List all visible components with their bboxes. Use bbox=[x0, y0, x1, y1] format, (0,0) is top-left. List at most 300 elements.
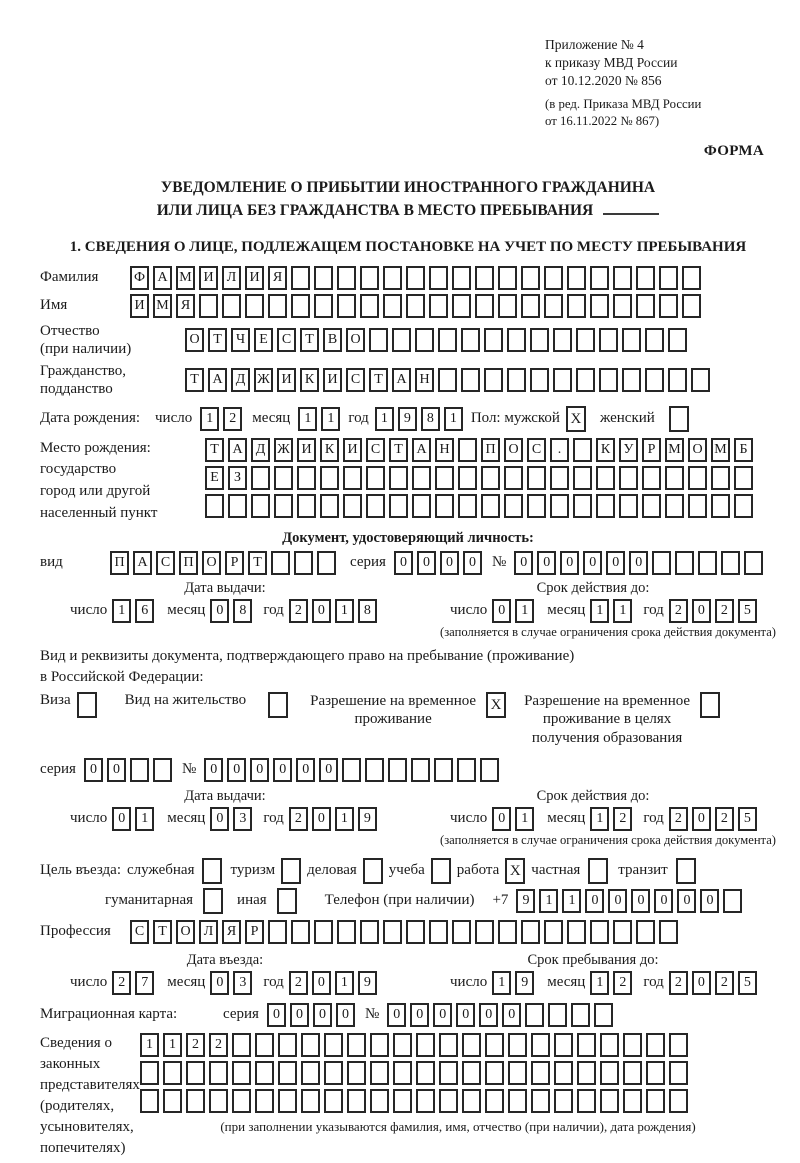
form-cell[interactable]: 0 bbox=[492, 807, 511, 831]
form-cell[interactable] bbox=[548, 1003, 567, 1027]
form-cell[interactable]: Д bbox=[231, 368, 250, 392]
form-cell[interactable] bbox=[475, 266, 494, 290]
form-cell[interactable] bbox=[531, 1089, 550, 1113]
form-cell[interactable] bbox=[406, 920, 425, 944]
form-cell[interactable] bbox=[343, 494, 362, 518]
form-cell[interactable] bbox=[576, 368, 595, 392]
form-cell[interactable] bbox=[291, 920, 310, 944]
form-cell[interactable] bbox=[411, 758, 430, 782]
form-cell[interactable] bbox=[186, 1089, 205, 1113]
form-cell[interactable] bbox=[646, 1061, 665, 1085]
form-cell[interactable]: М bbox=[665, 438, 684, 462]
form-cell[interactable] bbox=[370, 1089, 389, 1113]
form-cell[interactable]: 2 bbox=[289, 971, 308, 995]
form-cell[interactable]: 0 bbox=[492, 599, 511, 623]
form-cell[interactable]: 0 bbox=[204, 758, 223, 782]
form-cell[interactable] bbox=[484, 328, 503, 352]
form-cell[interactable]: Ч bbox=[231, 328, 250, 352]
form-cell[interactable] bbox=[232, 1089, 251, 1113]
form-cell[interactable]: 0 bbox=[273, 758, 292, 782]
form-cell[interactable] bbox=[691, 368, 710, 392]
form-cell[interactable] bbox=[163, 1089, 182, 1113]
form-cell[interactable] bbox=[659, 294, 678, 318]
form-cell[interactable] bbox=[521, 920, 540, 944]
form-cell[interactable] bbox=[567, 266, 586, 290]
form-cell[interactable] bbox=[294, 551, 313, 575]
form-cell[interactable]: П bbox=[110, 551, 129, 575]
form-cell[interactable] bbox=[498, 920, 517, 944]
form-cell[interactable] bbox=[484, 368, 503, 392]
form-cell[interactable] bbox=[573, 494, 592, 518]
form-cell[interactable]: 1 bbox=[112, 599, 131, 623]
form-cell[interactable] bbox=[475, 920, 494, 944]
form-cell[interactable] bbox=[130, 758, 149, 782]
form-cell[interactable]: У bbox=[619, 438, 638, 462]
form-cell[interactable] bbox=[324, 1061, 343, 1085]
form-cell[interactable] bbox=[636, 266, 655, 290]
form-cell[interactable] bbox=[525, 1003, 544, 1027]
form-cell[interactable] bbox=[291, 266, 310, 290]
form-cell[interactable] bbox=[475, 294, 494, 318]
form-cell[interactable] bbox=[623, 1033, 642, 1057]
form-cell[interactable]: Т bbox=[389, 438, 408, 462]
form-cell[interactable] bbox=[314, 294, 333, 318]
form-cell[interactable] bbox=[452, 920, 471, 944]
form-cell[interactable] bbox=[199, 294, 218, 318]
form-cell[interactable] bbox=[577, 1033, 596, 1057]
form-cell[interactable] bbox=[599, 328, 618, 352]
form-cell[interactable]: М bbox=[153, 294, 172, 318]
form-cell[interactable] bbox=[577, 1061, 596, 1085]
form-cell[interactable]: А bbox=[412, 438, 431, 462]
form-cell[interactable] bbox=[366, 466, 385, 490]
form-cell[interactable] bbox=[646, 1033, 665, 1057]
form-cell[interactable] bbox=[406, 266, 425, 290]
form-cell[interactable]: В bbox=[323, 328, 342, 352]
form-cell[interactable] bbox=[435, 466, 454, 490]
form-cell[interactable]: М bbox=[711, 438, 730, 462]
form-cell[interactable]: С bbox=[366, 438, 385, 462]
form-cell[interactable]: 9 bbox=[516, 889, 535, 913]
form-cell[interactable] bbox=[324, 1089, 343, 1113]
form-cell[interactable]: 0 bbox=[210, 807, 229, 831]
form-cell[interactable] bbox=[567, 920, 586, 944]
form-cell[interactable] bbox=[485, 1089, 504, 1113]
form-cell[interactable]: Л bbox=[222, 266, 241, 290]
form-cell[interactable]: 0 bbox=[319, 758, 338, 782]
form-cell[interactable] bbox=[554, 1089, 573, 1113]
form-cell[interactable]: 0 bbox=[417, 551, 436, 575]
sex-male-checkbox[interactable]: X bbox=[566, 406, 586, 432]
form-cell[interactable] bbox=[550, 494, 569, 518]
form-cell[interactable] bbox=[452, 294, 471, 318]
form-cell[interactable]: 1 bbox=[492, 971, 511, 995]
form-cell[interactable] bbox=[498, 266, 517, 290]
form-cell[interactable]: 0 bbox=[290, 1003, 309, 1027]
form-cell[interactable] bbox=[645, 328, 664, 352]
form-cell[interactable]: 0 bbox=[514, 551, 533, 575]
form-cell[interactable]: 1 bbox=[613, 599, 632, 623]
form-cell[interactable] bbox=[461, 368, 480, 392]
form-cell[interactable]: 8 bbox=[421, 407, 440, 431]
form-cell[interactable] bbox=[669, 1061, 688, 1085]
form-cell[interactable] bbox=[669, 1089, 688, 1113]
form-cell[interactable] bbox=[723, 889, 742, 913]
form-cell[interactable]: 1 bbox=[515, 807, 534, 831]
form-cell[interactable]: 0 bbox=[312, 599, 331, 623]
form-cell[interactable] bbox=[599, 368, 618, 392]
form-cell[interactable] bbox=[291, 294, 310, 318]
form-cell[interactable]: 0 bbox=[608, 889, 627, 913]
form-cell[interactable] bbox=[360, 294, 379, 318]
form-cell[interactable] bbox=[622, 368, 641, 392]
form-cell[interactable]: 0 bbox=[463, 551, 482, 575]
form-cell[interactable] bbox=[365, 758, 384, 782]
form-cell[interactable] bbox=[186, 1061, 205, 1085]
sex-female-checkbox[interactable] bbox=[669, 406, 689, 432]
visa-checkbox[interactable] bbox=[77, 692, 97, 718]
form-cell[interactable] bbox=[389, 466, 408, 490]
form-cell[interactable] bbox=[251, 466, 270, 490]
form-cell[interactable] bbox=[636, 920, 655, 944]
form-cell[interactable] bbox=[438, 328, 457, 352]
form-cell[interactable] bbox=[590, 294, 609, 318]
form-cell[interactable] bbox=[232, 1061, 251, 1085]
form-cell[interactable] bbox=[498, 294, 517, 318]
form-cell[interactable]: 2 bbox=[715, 807, 734, 831]
form-cell[interactable]: 3 bbox=[233, 971, 252, 995]
purpose-business-checkbox[interactable] bbox=[363, 858, 383, 884]
form-cell[interactable]: 2 bbox=[715, 971, 734, 995]
form-cell[interactable] bbox=[412, 494, 431, 518]
form-cell[interactable]: Я bbox=[268, 266, 287, 290]
form-cell[interactable] bbox=[462, 1061, 481, 1085]
form-cell[interactable] bbox=[320, 466, 339, 490]
form-cell[interactable]: Ж bbox=[274, 438, 293, 462]
form-cell[interactable]: 1 bbox=[335, 971, 354, 995]
form-cell[interactable]: О bbox=[688, 438, 707, 462]
form-cell[interactable] bbox=[600, 1033, 619, 1057]
purpose-official-checkbox[interactable] bbox=[202, 858, 222, 884]
form-cell[interactable]: И bbox=[277, 368, 296, 392]
form-cell[interactable] bbox=[301, 1089, 320, 1113]
form-cell[interactable] bbox=[668, 328, 687, 352]
form-cell[interactable] bbox=[636, 294, 655, 318]
form-cell[interactable] bbox=[439, 1033, 458, 1057]
form-cell[interactable]: 2 bbox=[186, 1033, 205, 1057]
form-cell[interactable]: И bbox=[297, 438, 316, 462]
form-cell[interactable]: 2 bbox=[669, 971, 688, 995]
form-cell[interactable]: И bbox=[323, 368, 342, 392]
form-cell[interactable] bbox=[734, 466, 753, 490]
form-cell[interactable]: Б bbox=[734, 438, 753, 462]
form-cell[interactable] bbox=[153, 758, 172, 782]
form-cell[interactable] bbox=[360, 920, 379, 944]
form-cell[interactable]: 2 bbox=[669, 807, 688, 831]
form-cell[interactable]: Н bbox=[415, 368, 434, 392]
form-cell[interactable]: 0 bbox=[210, 971, 229, 995]
purpose-tourism-checkbox[interactable] bbox=[281, 858, 301, 884]
form-cell[interactable]: 5 bbox=[738, 807, 757, 831]
form-cell[interactable] bbox=[527, 494, 546, 518]
form-cell[interactable] bbox=[573, 466, 592, 490]
form-cell[interactable] bbox=[163, 1061, 182, 1085]
form-cell[interactable] bbox=[659, 266, 678, 290]
form-cell[interactable]: 0 bbox=[700, 889, 719, 913]
form-cell[interactable]: 0 bbox=[313, 1003, 332, 1027]
form-cell[interactable] bbox=[554, 1061, 573, 1085]
form-cell[interactable] bbox=[274, 494, 293, 518]
form-cell[interactable] bbox=[389, 494, 408, 518]
form-cell[interactable] bbox=[530, 328, 549, 352]
form-cell[interactable] bbox=[619, 494, 638, 518]
form-cell[interactable] bbox=[521, 266, 540, 290]
form-cell[interactable] bbox=[485, 1033, 504, 1057]
form-cell[interactable]: 1 bbox=[590, 807, 609, 831]
form-cell[interactable] bbox=[613, 294, 632, 318]
form-cell[interactable] bbox=[320, 494, 339, 518]
form-cell[interactable] bbox=[698, 551, 717, 575]
form-cell[interactable] bbox=[370, 1061, 389, 1085]
form-cell[interactable] bbox=[369, 328, 388, 352]
form-cell[interactable] bbox=[314, 266, 333, 290]
form-cell[interactable]: Т bbox=[205, 438, 224, 462]
form-cell[interactable]: 1 bbox=[335, 807, 354, 831]
form-cell[interactable] bbox=[416, 1061, 435, 1085]
form-cell[interactable]: А bbox=[392, 368, 411, 392]
form-cell[interactable]: П bbox=[481, 438, 500, 462]
form-cell[interactable]: 2 bbox=[669, 599, 688, 623]
form-cell[interactable] bbox=[268, 294, 287, 318]
form-cell[interactable]: 0 bbox=[296, 758, 315, 782]
form-cell[interactable]: И bbox=[343, 438, 362, 462]
form-cell[interactable] bbox=[393, 1089, 412, 1113]
form-cell[interactable] bbox=[596, 494, 615, 518]
form-cell[interactable] bbox=[337, 294, 356, 318]
purpose-other-checkbox[interactable] bbox=[277, 888, 297, 914]
form-cell[interactable]: Т bbox=[153, 920, 172, 944]
form-cell[interactable]: 8 bbox=[233, 599, 252, 623]
form-cell[interactable] bbox=[665, 494, 684, 518]
form-cell[interactable]: 9 bbox=[358, 807, 377, 831]
form-cell[interactable] bbox=[504, 494, 523, 518]
form-cell[interactable] bbox=[613, 920, 632, 944]
form-cell[interactable] bbox=[508, 1061, 527, 1085]
form-cell[interactable] bbox=[669, 1033, 688, 1057]
form-cell[interactable]: 1 bbox=[298, 407, 317, 431]
form-cell[interactable] bbox=[507, 368, 526, 392]
form-cell[interactable] bbox=[416, 1089, 435, 1113]
form-cell[interactable] bbox=[347, 1089, 366, 1113]
form-cell[interactable] bbox=[480, 758, 499, 782]
form-cell[interactable]: 1 bbox=[444, 407, 463, 431]
form-cell[interactable] bbox=[590, 266, 609, 290]
form-cell[interactable] bbox=[613, 266, 632, 290]
form-cell[interactable]: 9 bbox=[398, 407, 417, 431]
form-cell[interactable]: 0 bbox=[250, 758, 269, 782]
form-cell[interactable] bbox=[458, 438, 477, 462]
form-cell[interactable]: Т bbox=[208, 328, 227, 352]
form-cell[interactable]: С bbox=[277, 328, 296, 352]
form-cell[interactable] bbox=[251, 494, 270, 518]
form-cell[interactable] bbox=[435, 494, 454, 518]
form-cell[interactable]: 0 bbox=[410, 1003, 429, 1027]
form-cell[interactable] bbox=[415, 328, 434, 352]
form-cell[interactable] bbox=[360, 266, 379, 290]
form-cell[interactable] bbox=[383, 920, 402, 944]
form-cell[interactable] bbox=[388, 758, 407, 782]
form-cell[interactable] bbox=[209, 1061, 228, 1085]
form-cell[interactable] bbox=[688, 466, 707, 490]
form-cell[interactable] bbox=[508, 1033, 527, 1057]
form-cell[interactable] bbox=[711, 494, 730, 518]
form-cell[interactable] bbox=[228, 494, 247, 518]
form-cell[interactable] bbox=[337, 266, 356, 290]
form-cell[interactable]: 2 bbox=[613, 807, 632, 831]
form-cell[interactable] bbox=[646, 1089, 665, 1113]
edu-permit-checkbox[interactable] bbox=[700, 692, 720, 718]
form-cell[interactable]: Л bbox=[199, 920, 218, 944]
form-cell[interactable]: З bbox=[228, 466, 247, 490]
form-cell[interactable] bbox=[481, 494, 500, 518]
form-cell[interactable] bbox=[232, 1033, 251, 1057]
form-cell[interactable] bbox=[278, 1033, 297, 1057]
form-cell[interactable]: 9 bbox=[358, 971, 377, 995]
form-cell[interactable] bbox=[577, 1089, 596, 1113]
form-cell[interactable]: 1 bbox=[163, 1033, 182, 1057]
form-cell[interactable]: 0 bbox=[267, 1003, 286, 1027]
form-cell[interactable]: 0 bbox=[629, 551, 648, 575]
form-cell[interactable] bbox=[642, 494, 661, 518]
form-cell[interactable]: 0 bbox=[583, 551, 602, 575]
form-cell[interactable]: 0 bbox=[479, 1003, 498, 1027]
form-cell[interactable] bbox=[347, 1061, 366, 1085]
form-cell[interactable] bbox=[711, 466, 730, 490]
form-cell[interactable] bbox=[297, 494, 316, 518]
form-cell[interactable]: 1 bbox=[590, 599, 609, 623]
form-cell[interactable]: А bbox=[153, 266, 172, 290]
form-cell[interactable] bbox=[668, 368, 687, 392]
form-cell[interactable] bbox=[688, 494, 707, 518]
form-cell[interactable]: 1 bbox=[562, 889, 581, 913]
form-cell[interactable] bbox=[622, 328, 641, 352]
form-cell[interactable]: 5 bbox=[738, 971, 757, 995]
form-cell[interactable] bbox=[268, 920, 287, 944]
form-cell[interactable]: 0 bbox=[312, 807, 331, 831]
form-cell[interactable] bbox=[429, 266, 448, 290]
purpose-study-checkbox[interactable] bbox=[431, 858, 451, 884]
form-cell[interactable] bbox=[370, 1033, 389, 1057]
form-cell[interactable] bbox=[527, 466, 546, 490]
form-cell[interactable] bbox=[347, 1033, 366, 1057]
form-cell[interactable] bbox=[278, 1061, 297, 1085]
form-cell[interactable]: О bbox=[176, 920, 195, 944]
form-cell[interactable]: Т bbox=[185, 368, 204, 392]
form-cell[interactable] bbox=[314, 920, 333, 944]
purpose-transit-checkbox[interactable] bbox=[676, 858, 696, 884]
form-cell[interactable] bbox=[255, 1061, 274, 1085]
form-cell[interactable] bbox=[297, 466, 316, 490]
form-cell[interactable] bbox=[544, 920, 563, 944]
form-cell[interactable] bbox=[412, 466, 431, 490]
form-cell[interactable]: 0 bbox=[631, 889, 650, 913]
form-cell[interactable] bbox=[245, 294, 264, 318]
form-cell[interactable]: Р bbox=[642, 438, 661, 462]
form-cell[interactable] bbox=[366, 494, 385, 518]
form-cell[interactable] bbox=[531, 1033, 550, 1057]
form-cell[interactable] bbox=[682, 266, 701, 290]
form-cell[interactable] bbox=[301, 1033, 320, 1057]
form-cell[interactable] bbox=[652, 551, 671, 575]
form-cell[interactable] bbox=[734, 494, 753, 518]
form-cell[interactable] bbox=[274, 466, 293, 490]
form-cell[interactable]: 0 bbox=[84, 758, 103, 782]
form-cell[interactable]: 2 bbox=[112, 971, 131, 995]
form-cell[interactable]: 0 bbox=[433, 1003, 452, 1027]
form-cell[interactable]: 0 bbox=[387, 1003, 406, 1027]
form-cell[interactable]: Т bbox=[248, 551, 267, 575]
form-cell[interactable] bbox=[550, 466, 569, 490]
form-cell[interactable] bbox=[462, 1033, 481, 1057]
form-cell[interactable]: 0 bbox=[692, 599, 711, 623]
form-cell[interactable] bbox=[324, 1033, 343, 1057]
form-cell[interactable]: Е bbox=[205, 466, 224, 490]
form-cell[interactable]: 0 bbox=[456, 1003, 475, 1027]
form-cell[interactable]: 0 bbox=[502, 1003, 521, 1027]
form-cell[interactable] bbox=[343, 466, 362, 490]
form-cell[interactable]: 0 bbox=[312, 971, 331, 995]
form-cell[interactable]: 1 bbox=[321, 407, 340, 431]
form-cell[interactable]: 0 bbox=[606, 551, 625, 575]
form-cell[interactable]: 2 bbox=[613, 971, 632, 995]
residence-permit-checkbox[interactable] bbox=[268, 692, 288, 718]
form-cell[interactable]: 0 bbox=[394, 551, 413, 575]
form-cell[interactable]: 0 bbox=[677, 889, 696, 913]
form-cell[interactable] bbox=[140, 1089, 159, 1113]
form-cell[interactable]: Н bbox=[435, 438, 454, 462]
form-cell[interactable]: 2 bbox=[209, 1033, 228, 1057]
form-cell[interactable] bbox=[383, 266, 402, 290]
form-cell[interactable]: Ф bbox=[130, 266, 149, 290]
form-cell[interactable] bbox=[665, 466, 684, 490]
form-cell[interactable] bbox=[675, 551, 694, 575]
form-cell[interactable] bbox=[342, 758, 361, 782]
form-cell[interactable]: 1 bbox=[539, 889, 558, 913]
form-cell[interactable]: Р bbox=[225, 551, 244, 575]
form-cell[interactable]: И bbox=[245, 266, 264, 290]
form-cell[interactable]: 0 bbox=[692, 807, 711, 831]
form-cell[interactable]: М bbox=[176, 266, 195, 290]
purpose-work-checkbox[interactable]: X bbox=[505, 858, 525, 884]
form-cell[interactable] bbox=[596, 466, 615, 490]
form-cell[interactable] bbox=[623, 1089, 642, 1113]
form-cell[interactable]: 2 bbox=[289, 807, 308, 831]
form-cell[interactable] bbox=[393, 1061, 412, 1085]
form-cell[interactable] bbox=[623, 1061, 642, 1085]
form-cell[interactable]: А bbox=[228, 438, 247, 462]
form-cell[interactable]: 1 bbox=[335, 599, 354, 623]
form-cell[interactable]: С bbox=[156, 551, 175, 575]
form-cell[interactable]: 0 bbox=[227, 758, 246, 782]
form-cell[interactable] bbox=[744, 551, 763, 575]
form-cell[interactable] bbox=[462, 1089, 481, 1113]
form-cell[interactable] bbox=[553, 368, 572, 392]
form-cell[interactable] bbox=[504, 466, 523, 490]
form-cell[interactable] bbox=[594, 1003, 613, 1027]
form-cell[interactable]: 1 bbox=[375, 407, 394, 431]
form-cell[interactable]: П bbox=[179, 551, 198, 575]
form-cell[interactable] bbox=[571, 1003, 590, 1027]
